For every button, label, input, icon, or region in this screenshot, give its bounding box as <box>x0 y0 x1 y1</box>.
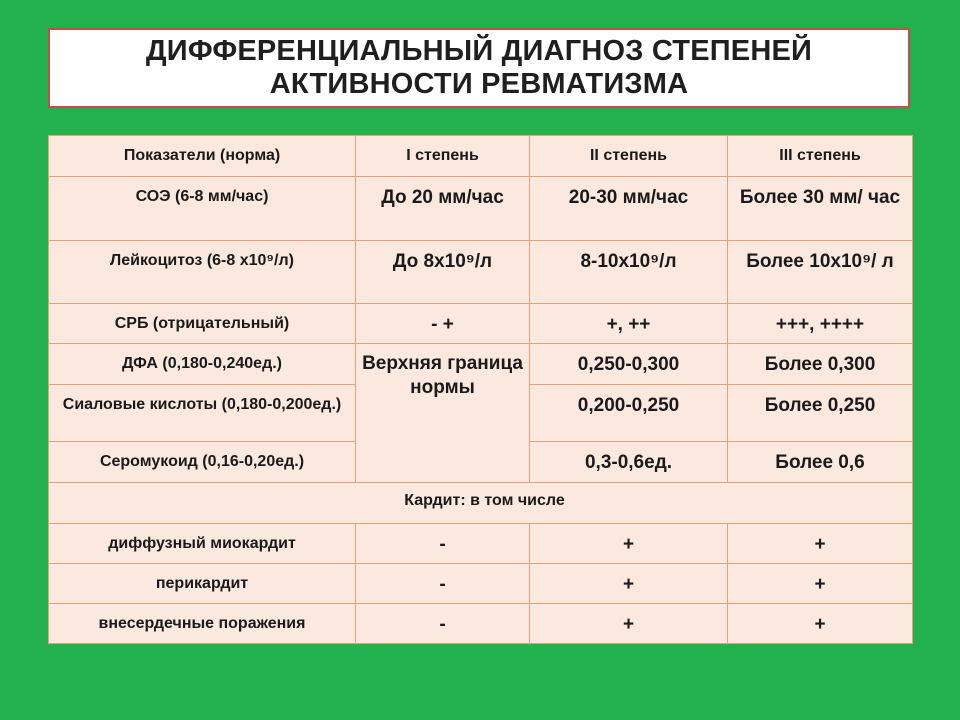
cell-degree-3: Более 0,250 <box>728 385 913 442</box>
header-degree-2: II степень <box>530 136 728 177</box>
rheumatism-activity-table <box>48 135 913 644</box>
cell-degree-1-merged: Верхняя граница нормы <box>356 344 530 483</box>
table-row <box>49 177 913 241</box>
header-indicators: Показатели (норма) <box>49 136 356 177</box>
cell-degree-2: 0,200-0,250 <box>530 385 728 442</box>
cell-degree-2: + <box>530 564 728 604</box>
cell-degree-3: Более 10x10⁹/ л <box>728 241 913 304</box>
table-row <box>49 241 913 304</box>
cell-degree-2: 0,250-0,300 <box>530 344 728 385</box>
row-label: СОЭ (6-8 мм/час) <box>49 177 356 241</box>
cell-degree-3: + <box>728 524 913 564</box>
title-line-1: ДИФФЕРЕНЦИАЛЬНЫЙ ДИАГНОЗ СТЕПЕНЕЙ <box>145 35 813 67</box>
cell-degree-1: До 20 мм/час <box>356 177 530 241</box>
row-label: СРБ (отрицательный) <box>49 304 356 344</box>
cell-degree-2: 0,3-0,6ед. <box>530 442 728 483</box>
kardit-label: Кардит: в том числе <box>49 483 913 524</box>
title-box <box>48 28 910 108</box>
cell-degree-3: Более 30 мм/ час <box>728 177 913 241</box>
table-row <box>49 564 913 604</box>
table-row <box>49 524 913 564</box>
row-label: диффузный миокардит <box>49 524 356 564</box>
table-row <box>49 604 913 644</box>
row-label: ДФА (0,180-0,240ед.) <box>49 344 356 385</box>
cell-degree-2: +, ++ <box>530 304 728 344</box>
cell-degree-2: 20-30 мм/час <box>530 177 728 241</box>
cell-degree-3: + <box>728 564 913 604</box>
cell-degree-3: + <box>728 604 913 644</box>
header-degree-3: III степень <box>728 136 913 177</box>
row-label: Сиаловые кислоты (0,180-0,200ед.) <box>49 385 356 442</box>
row-label: внесердечные поражения <box>49 604 356 644</box>
cell-degree-1: - <box>356 604 530 644</box>
cell-degree-2: + <box>530 524 728 564</box>
cell-degree-3: Более 0,300 <box>728 344 913 385</box>
cell-degree-1: До 8x10⁹/л <box>356 241 530 304</box>
cell-degree-1: - <box>356 564 530 604</box>
table-row-kardit <box>49 483 913 524</box>
cell-degree-1: - <box>356 524 530 564</box>
title-line-2: АКТИВНОСТИ РЕВМАТИЗМА <box>269 68 689 100</box>
table-header-row <box>49 136 913 177</box>
row-label: Лейкоцитоз (6-8 x10⁹/л) <box>49 241 356 304</box>
cell-degree-1: - + <box>356 304 530 344</box>
row-label: Серомукоид (0,16-0,20ед.) <box>49 442 356 483</box>
cell-degree-2: 8-10x10⁹/л <box>530 241 728 304</box>
table-row <box>49 344 913 385</box>
cell-degree-3: Более 0,6 <box>728 442 913 483</box>
table-row <box>49 304 913 344</box>
header-degree-1: I степень <box>356 136 530 177</box>
cell-degree-3: +++, ++++ <box>728 304 913 344</box>
cell-degree-2: + <box>530 604 728 644</box>
row-label: перикардит <box>49 564 356 604</box>
